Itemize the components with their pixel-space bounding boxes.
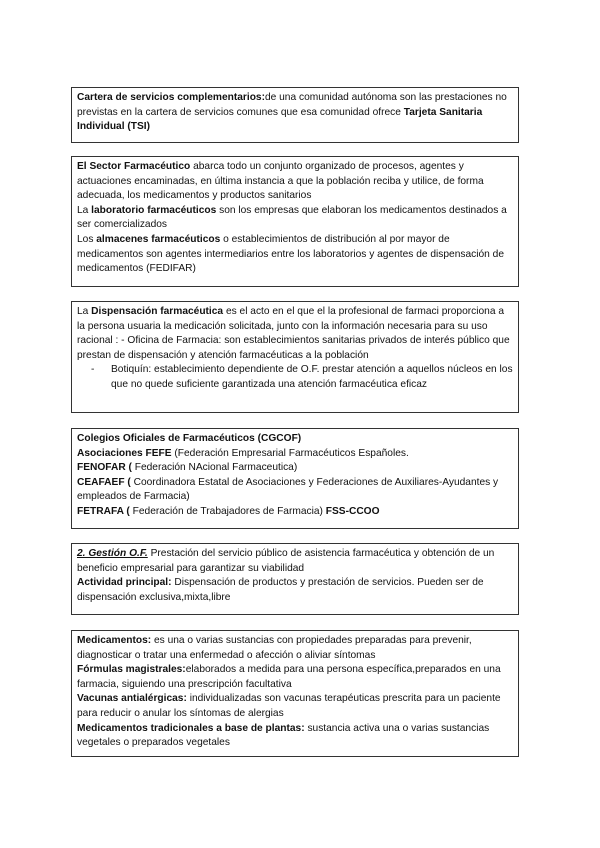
labs-pre: La (77, 204, 92, 216)
tsi-term: Tarjeta Sanitaria Individual (TSI) (77, 106, 483, 133)
ceafaef-term: CEAFAEF ( (77, 476, 131, 488)
ceafaef-line (77, 476, 513, 505)
vaccines-term: Vacunas antialérgicas: (77, 693, 187, 705)
herbal-term: Medicamentos tradicionales a base de plantas: (77, 722, 305, 734)
activity-text: Dispensación de productos y prestación de servicios. Pueden ser de dispensación exclusiva,mixta,libre (77, 577, 484, 603)
herbal-text: sustancia activa una o varias sustancias vegetales o preparados vegetales (77, 722, 490, 749)
list-dash: - (91, 364, 95, 376)
botiquin-item (91, 363, 513, 392)
vaccines-text: individualizadas son vacunas terapéuticas prescrita para un paciente para reducir o anular los síntomas de alergias (77, 693, 501, 719)
management-heading (77, 548, 148, 559)
management-heading-text: 2. Gestión O.F. (77, 548, 148, 559)
ceafaef-text: Coordinadora Estatal de Asociaciones y Federaciones de Auxiliares-Ayudantes y empleados de Farmacia) (77, 476, 499, 503)
fetrafa-line (77, 505, 513, 520)
fetrafa-term: FETRAFA ( (77, 505, 130, 517)
fefe-text: (Federación Empresarial Farmacéuticos Españoles. (171, 447, 409, 459)
sector-term: El Sector Farmacéutico (77, 161, 191, 172)
warehouses-pre: Los (77, 233, 97, 245)
dispensing-term: Dispensación farmacéutica (91, 306, 224, 317)
botiquin-text: Botiquín: establecimiento dependiente de O.F. prestar atención a aquellos núcleos en los que no quede suficiente garantizada una atención farmacéutica eficaz (111, 364, 513, 390)
services-paragraph (77, 91, 513, 135)
activity-paragraph (77, 576, 513, 605)
fenofar-text: Federación NAcional Farmaceutica) (131, 462, 298, 474)
fefe-line (77, 447, 513, 462)
medicines-term: Medicamentos: (77, 635, 152, 646)
organizations-box (71, 428, 519, 529)
management-paragraph (77, 547, 513, 576)
cgcof-term: Colegios Oficiales de Farmacéuticos (CGCOF) (77, 433, 302, 444)
warehouses-term: almacenes farmacéuticos (96, 233, 221, 245)
warehouses-paragraph (77, 233, 513, 277)
services-text: de una comunidad autónoma son las prestaciones no previstas en la cartera de servicios comunes que esa comunidad ofrece (77, 92, 507, 118)
formulas-paragraph (77, 663, 513, 692)
dispensing-paragraph (77, 305, 513, 363)
medicines-paragraph (77, 634, 513, 663)
formulas-term: Fórmulas magistrales: (77, 664, 186, 676)
sector-text: abarca todo un conjunto organizado de procesos, agentes y actuaciones encaminadas, en última instancia a que la población reciba y utilice, de forma adecuada, los medicamentos y productos sanitarios (77, 161, 484, 202)
organizations-heading (77, 432, 513, 447)
activity-term: Actividad principal: (77, 577, 172, 589)
medicines-box (71, 630, 519, 757)
pharma-sector-box (71, 156, 519, 287)
fss-ccoo-term: FSS-CCOO (325, 505, 380, 517)
medicines-text: es una o varias sustancias con propiedades preparadas para prevenir, diagnosticar o tratar una enfermedad o afección o aliviar síntomas (77, 635, 472, 661)
services-term: Cartera de servicios complementarios: (77, 92, 265, 103)
fefe-term: Asociaciones FEFE (77, 447, 172, 459)
fenofar-term: FENOFAR ( (77, 462, 132, 474)
fetrafa-text: Federación de Trabajadores de Farmacia) (129, 505, 326, 517)
formulas-text: elaborados a medida para una persona específica,preparados en una farmacia, siguiendo una prescripción facultativa (77, 664, 501, 690)
management-box (71, 543, 519, 615)
warehouses-text: o establecimientos de distribución al por mayor de medicamentos son agentes intermediarios entre los laboratorios y agentes de dispensación de medicamentos (FEDIFAR) (77, 233, 504, 275)
dispensing-box (71, 301, 519, 413)
labs-term: laboratorio farmacéuticos (91, 204, 217, 216)
vaccines-paragraph (77, 692, 513, 721)
fenofar-line (77, 461, 513, 476)
sector-paragraph (77, 160, 513, 204)
services-box (71, 87, 519, 143)
labs-text: son los empresas que elaboran los medicamentos destinados a ser comercializados (77, 204, 507, 231)
dispensing-pre: La (77, 306, 92, 317)
herbal-paragraph (77, 722, 513, 751)
labs-paragraph (77, 204, 513, 233)
management-text: Prestación del servicio público de asistencia farmacéutica y obtención de un beneficio empresarial para garantizar su viabilidad (77, 548, 495, 574)
dispensing-text: es el acto en el que el la profesional de farmaci proporciona a la persona usuaria la medicación solicitada, junto con la información necesaria para su uso racional : - Oficina de Farmacia: son establecimientos sanitarias privados de interés público que prestan de dispensación y atención farmacéuticas a la población (77, 306, 510, 361)
